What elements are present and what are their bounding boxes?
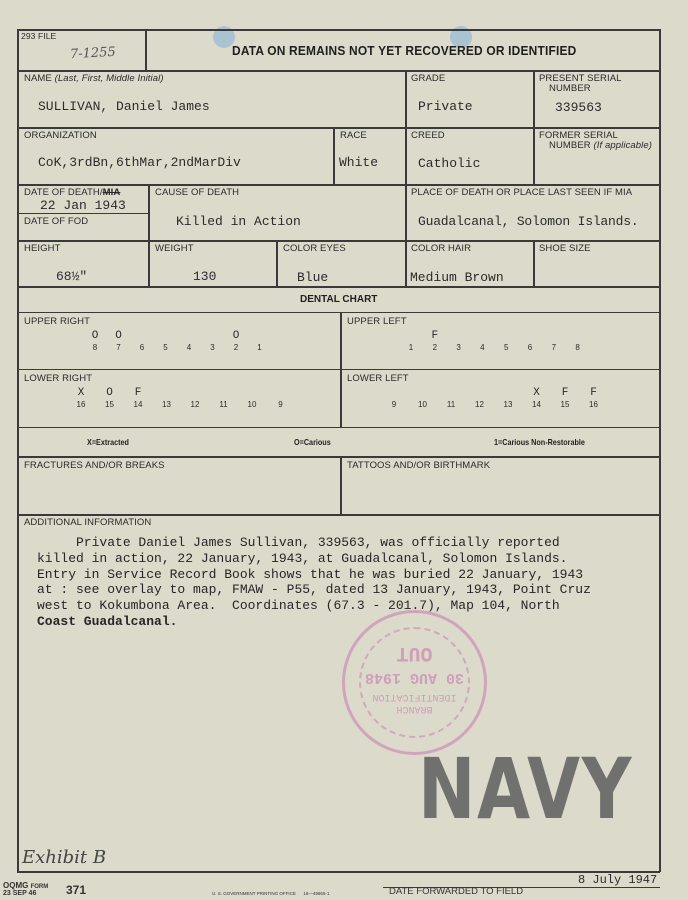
weight-value: 130: [193, 269, 217, 284]
race-label: RACE: [340, 130, 367, 141]
form-number: 371: [66, 883, 87, 897]
date-forwarded-label: DATE FORWARDED TO FIELD: [389, 886, 524, 897]
tooth-number-ur-2: 2: [233, 343, 239, 352]
lower-right-label: LOWER RIGHT: [24, 373, 93, 384]
stamp-branch-text: BRANCH: [396, 703, 433, 714]
tooth-number-lr-10: 10: [247, 400, 257, 409]
tooth-number-ul-1: 1: [408, 343, 414, 352]
tattoos-label: TATTOOS AND/OR BIRTHMARK: [347, 460, 491, 471]
cause-of-death-value: Killed in Action: [176, 214, 301, 229]
shoe-size-label: SHOE SIZE: [539, 243, 591, 254]
tooth-number-lr-14: 14: [133, 400, 143, 409]
exhibit-signature: Exhibit B: [22, 847, 107, 868]
tooth-number-ll-13: 13: [503, 400, 513, 409]
struck-mia-text: MIA: [102, 187, 121, 198]
legend-carious: O=Carious: [294, 437, 331, 447]
tooth-number-ll-15: 15: [560, 400, 570, 409]
number-label: NUMBER: [549, 83, 591, 94]
creed-label: CREED: [411, 130, 445, 141]
race-value: White: [339, 155, 379, 170]
tooth-number-lr-16: 16: [76, 400, 86, 409]
upper-right-label: UPPER RIGHT: [24, 316, 91, 327]
tooth-number-ul-5: 5: [503, 343, 509, 352]
tooth-mark-ur-8: O: [91, 330, 99, 342]
date-of-death-value: 22 Jan 1943: [40, 198, 126, 213]
tooth-number-ll-9: 9: [391, 400, 397, 409]
legend-nonrestorable: 1=Carious Non-Restorable: [494, 437, 585, 447]
tooth-mark-ll-14: X: [533, 387, 540, 399]
dental-chart-heading: DENTAL CHART: [300, 294, 378, 305]
height-label: HEIGHT: [24, 243, 61, 254]
tooth-number-ll-11: 11: [446, 400, 456, 409]
stamp-identification-text: IDENTIFICATION: [372, 691, 457, 702]
tooth-mark-lr-16: X: [77, 387, 85, 399]
stamp-out-text: OUT: [396, 641, 433, 664]
navy-stamp: NAVY: [418, 740, 633, 838]
tooth-number-ul-7: 7: [551, 343, 557, 352]
lower-left-label: LOWER LEFT: [347, 373, 409, 384]
height-value: 68½": [56, 269, 88, 284]
date-forwarded-value: 8 July 1947: [578, 873, 658, 887]
tooth-number-lr-12: 12: [190, 400, 200, 409]
name-label: NAME (Last, First, Middle Initial): [24, 73, 164, 84]
printing-office: U. S. GOVERNMENT PRINTING OFFICE 16—49865-1: [212, 891, 330, 896]
color-eyes-value: Blue: [297, 270, 329, 285]
form-date: 23 SEP 46: [3, 890, 37, 897]
tooth-number-ur-3: 3: [210, 343, 215, 352]
tooth-mark-ul-2: F: [431, 330, 439, 342]
tooth-number-ul-4: 4: [480, 343, 485, 352]
tooth-number-lr-15: 15: [105, 400, 114, 409]
place-of-death-value: Guadalcanal, Solomon Islands.: [418, 214, 639, 229]
tooth-number-lr-13: 13: [162, 400, 171, 409]
color-hair-label: COLOR HAIR: [411, 243, 472, 254]
cause-of-death-label: CAUSE OF DEATH: [155, 187, 240, 198]
additional-info-text: Private Daniel James Sullivan, 339563, was officially reported killed in action, 22 January, 1943, at Guadalcanal, Solomon Islands. Entry in Service Record Book shows that he was buried 22 January, 1943 at : see overlay to map, FMAW - P55, dated 13 January, 1943, Point Cruz west to Kokumbona Area. Coordinates (67.3 - 201.7), Map 104, North Coast Guadalcanal.: [37, 535, 591, 629]
former-number-label: NUMBER (If applicable): [549, 140, 653, 151]
tooth-number-ur-5: 5: [163, 343, 168, 352]
tooth-number-ll-16: 16: [589, 400, 598, 409]
tooth-mark-ll-15: F: [561, 387, 569, 399]
organization-label: ORGANIZATION: [24, 130, 97, 141]
file-number-label: 293 FILE: [21, 31, 57, 41]
tooth-number-ul-8: 8: [575, 343, 580, 352]
tooth-number-ur-1: 1: [257, 343, 262, 352]
tooth-number-ul-2: 2: [432, 343, 438, 352]
tooth-number-ul-6: 6: [527, 343, 533, 352]
tooth-mark-lr-14: F: [134, 387, 142, 399]
tooth-number-ur-6: 6: [139, 343, 145, 352]
tooth-number-ll-12: 12: [475, 400, 484, 409]
organization-value: CoK,3rdBn,6thMar,2ndMarDiv: [38, 155, 241, 170]
additional-info-label: ADDITIONAL INFORMATION: [24, 517, 152, 528]
tooth-mark-ur-2: O: [232, 330, 240, 342]
creed-value: Catholic: [418, 156, 481, 171]
tooth-number-ur-7: 7: [116, 343, 121, 352]
tooth-number-lr-9: 9: [278, 400, 283, 409]
tooth-number-ll-14: 14: [532, 400, 541, 409]
tooth-mark-ll-16: F: [590, 387, 597, 399]
color-hair-value: Medium Brown: [410, 270, 504, 285]
stamp-date-text: 30 AUG 1948: [364, 669, 465, 686]
tooth-number-lr-11: 11: [219, 400, 228, 409]
upper-left-label: UPPER LEFT: [347, 316, 407, 327]
tooth-mark-ur-7: O: [115, 330, 122, 342]
form-title: DATA ON REMAINS NOT YET RECOVERED OR IDENTIFIED: [232, 43, 577, 58]
legend-extracted: X=Extracted: [87, 437, 129, 447]
tooth-mark-lr-15: O: [106, 387, 113, 399]
grade-label: GRADE: [411, 73, 446, 84]
grade-value: Private: [418, 99, 473, 114]
serial-value: 339563: [555, 100, 602, 115]
date-of-death-label: DATE OF DEATH/MIA: [24, 187, 121, 198]
form-code: OQMG FORM: [3, 881, 49, 890]
fractures-label: FRACTURES AND/OR BREAKS: [24, 460, 165, 471]
tooth-number-ur-8: 8: [92, 343, 98, 352]
name-value: SULLIVAN, Daniel James: [38, 99, 210, 114]
identification-branch-stamp: [342, 610, 487, 755]
tooth-number-ul-3: 3: [456, 343, 461, 352]
former-serial-label: FORMER SERIAL: [539, 130, 618, 141]
present-serial-label: PRESENT SERIAL: [539, 73, 622, 84]
color-eyes-label: COLOR EYES: [283, 243, 346, 254]
tooth-number-ll-10: 10: [418, 400, 427, 409]
date-of-fod-label: DATE OF FOD: [24, 216, 89, 227]
place-of-death-label: PLACE OF DEATH OR PLACE LAST SEEN IF MIA: [411, 187, 633, 198]
tooth-number-ur-4: 4: [186, 343, 192, 352]
handwritten-file-number: 7-1255: [69, 44, 117, 63]
weight-label: WEIGHT: [155, 243, 194, 254]
